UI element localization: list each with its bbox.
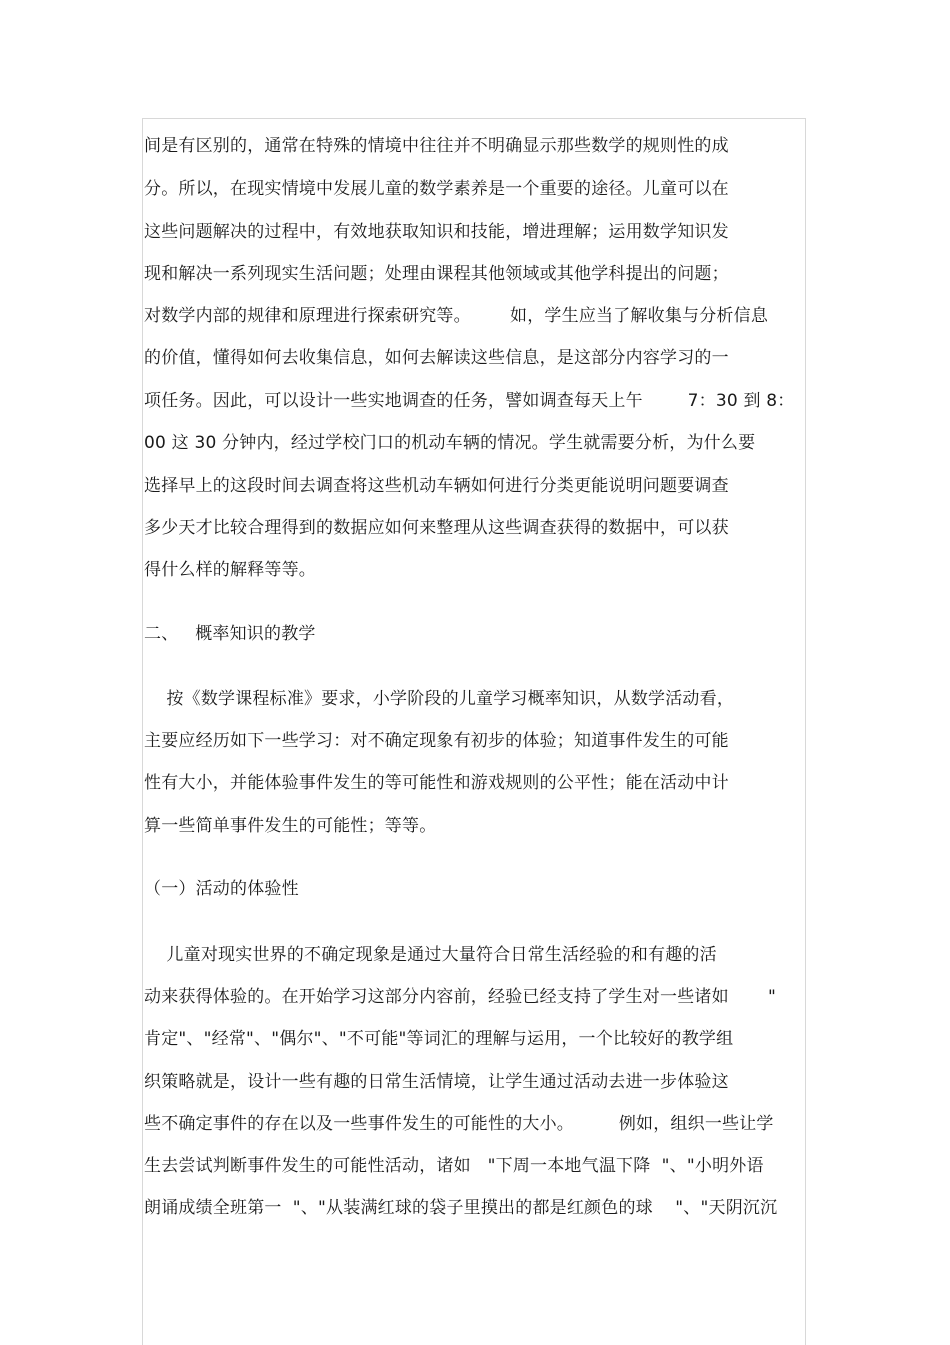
paragraph-line: 对数学内部的规律和原理进行探索研究等。 如，学生应当了解收集与分析信息 — [144, 306, 769, 326]
paragraph-line: 的价值，懂得如何去收集信息，如何去解读这些信息，是这部分内容学习的一 — [144, 348, 729, 368]
paragraph-line: 分。所以，在现实情境中发展儿童的数学素养是一个重要的途径。儿童可以在 — [144, 179, 729, 199]
paragraph-line: 动来获得体验的。在开始学习这部分内容前，经验已经支持了学生对一些诸如 " — [144, 987, 777, 1007]
paragraph-line: 生去尝试判断事件发生的可能性活动，诸如 "下周一本地气温下降 "、"小明外语 — [144, 1156, 764, 1176]
subsection-heading: （一）活动的体验性 — [144, 879, 299, 899]
paragraph-line: 项任务。因此，可以设计一些实地调查的任务，譬如调查每天上午 7：30 到 8： — [144, 391, 795, 411]
paragraph-line: 得什么样的解释等等。 — [144, 560, 316, 580]
paragraph-line: 织策略就是，设计一些有趣的日常生活情境，让学生通过活动去进一步体验这 — [144, 1072, 729, 1092]
paragraph-line: 选择早上的这段时间去调查将这些机动车辆如何进行分类更能说明问题要调查 — [144, 476, 729, 496]
paragraph-line: 算一些简单事件发生的可能性；等等。 — [144, 816, 437, 836]
section-heading: 二、 概率知识的教学 — [144, 624, 316, 644]
paragraph-line: 儿童对现实世界的不确定现象是通过大量符合日常生活经验的和有趣的活 — [144, 945, 717, 965]
paragraph-line: 这些问题解决的过程中，有效地获取知识和技能，增进理解；运用数学知识发 — [144, 222, 729, 242]
paragraph-line: 肯定"、"经常"、"偶尔"、"不可能"等词汇的理解与运用，一个比较好的教学组 — [144, 1029, 734, 1049]
paragraph-line: 性有大小，并能体验事件发生的等可能性和游戏规则的公平性；能在活动中计 — [144, 773, 729, 793]
paragraph-line: 朗诵成绩全班第一 "、"从装满红球的袋子里摸出的都是红颜色的球 "、"天阴沉沉 — [144, 1198, 778, 1218]
paragraph-line: 00 这 30 分钟内，经过学校门口的机动车辆的情况。学生就需要分析，为什么要 — [144, 433, 756, 453]
paragraph-line: 现和解决一系列现实生活问题；处理由课程其他领域或其他学科提出的问题； — [144, 264, 729, 284]
paragraph-line: 多少天才比较合理得到的数据应如何来整理从这些调查获得的数据中，可以获 — [144, 518, 729, 538]
paragraph-line: 间是有区别的，通常在特殊的情境中往往并不明确显示那些数学的规则性的成 — [144, 136, 729, 156]
paragraph-line: 主要应经历如下一些学习：对不确定现象有初步的体验；知道事件发生的可能 — [144, 731, 729, 751]
paragraph-line: 些不确定事件的存在以及一些事件发生的可能性的大小。 例如，组织一些让学 — [144, 1114, 774, 1134]
paragraph-line: 按《数学课程标准》要求，小学阶段的儿童学习概率知识，从数学活动看， — [144, 689, 735, 709]
